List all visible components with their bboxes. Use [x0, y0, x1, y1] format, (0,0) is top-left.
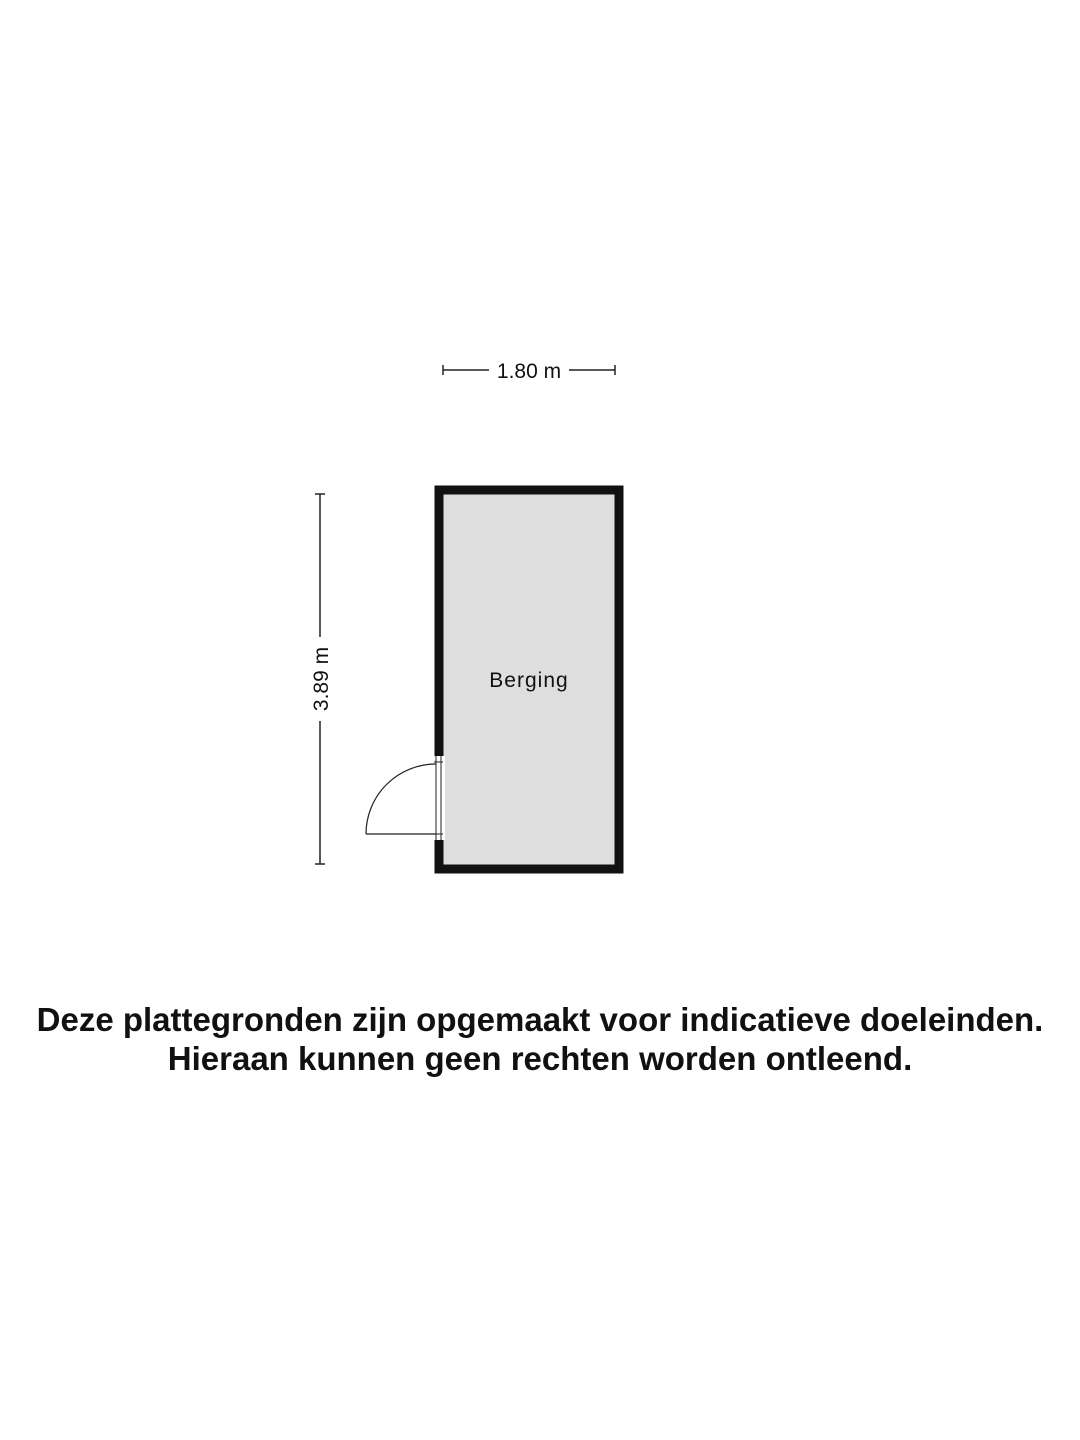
room-label: Berging	[489, 669, 569, 692]
height-dimension	[310, 494, 333, 864]
disclaimer-line-1: Deze plattegronden zijn opgemaakt voor indicatieve doeleinden.	[36, 1001, 1044, 1038]
disclaimer-line-2: Hieraan kunnen geen rechten worden ontleend.	[167, 1040, 913, 1077]
width-dimension	[443, 360, 615, 383]
door-opening	[433, 756, 445, 840]
width-dimension-label: 1.80 m	[496, 360, 562, 383]
height-dimension-label: 3.89 m	[310, 646, 333, 712]
door-swing-arc	[366, 764, 436, 834]
room-berging	[366, 490, 619, 869]
